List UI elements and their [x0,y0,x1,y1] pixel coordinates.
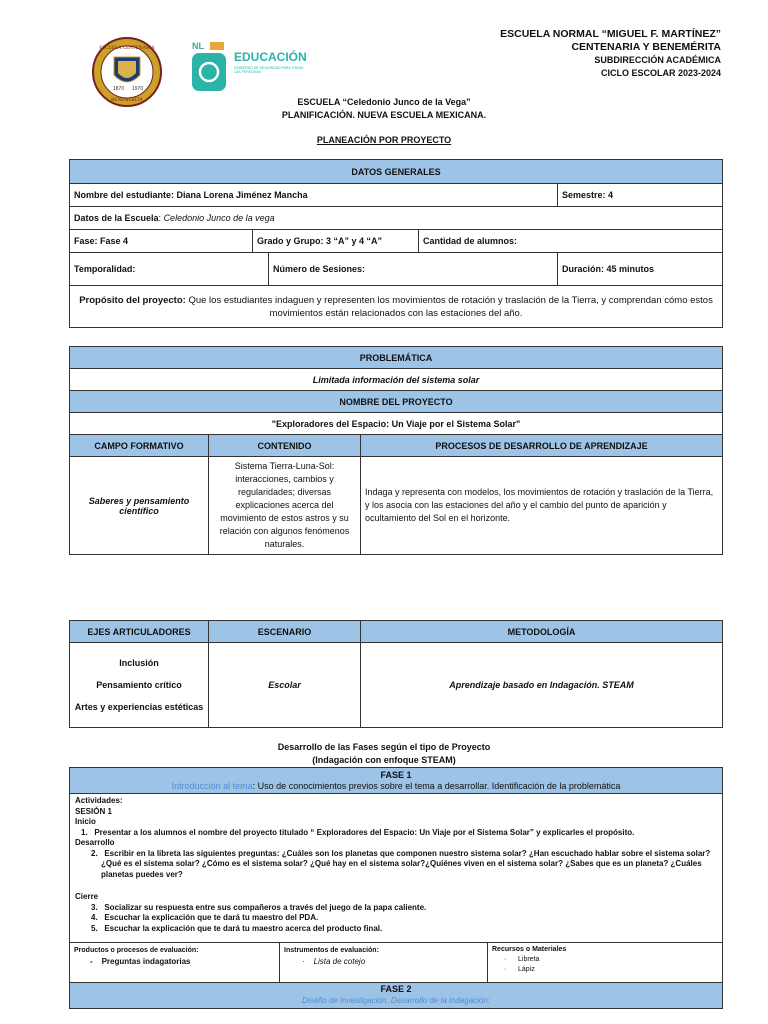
purpose-cell [70,286,723,328]
header-line-4: CICLO ESCOLAR 2023-2024 [600,68,721,78]
sessions-cell: Número de Sesiones: [269,253,558,286]
products-cell [70,943,280,983]
phases-title: Desarrollo de las Fases según el tipo de Proyecto [277,742,491,752]
resource-item: · Lápiz [504,966,535,973]
axis-item: Pensamiento crítico [96,679,182,690]
session-label: SESIÓN 1 [75,806,112,816]
products-item: - Preguntas indagatorias [90,957,191,966]
activity-text: Escuchar la explicación que te dará tu maestro acerca del producto final. [104,923,383,933]
nl-education-logo [190,40,307,94]
phases-subtitle: (Indagación con enfoque STEAM) [312,755,456,765]
activities-label: Actividades: [75,796,123,805]
activity-item: 5. Escuchar la explicación que te dará tu maestro acerca del producto final. [91,923,383,933]
activity-text: Escribir en la libreta las siguientes preguntas: ¿Cuáles son los planetas que componen nuestro sistema solar? ¿Han escuchado hablar sobre el sistema solar? ¿Qué es el sistema solar? ¿Cómo es el sistema solar? ¿Qué hay en el sistema solar?¿Quiénes viven en el sistema solar? ¿Sabes que es un planeta? ¿Cuáles planetas puedes ver? [101,848,711,879]
activities-cell [70,794,723,943]
phase1-intro [74,781,718,792]
temporality-cell: Temporalidad: [70,253,269,286]
phase2-heading-cell [70,983,723,1009]
content-cell: Sistema Tierra-Luna-Sol: interacciones, cambios y regularidades; diversas explicaciones acerca del movimiento de estos astros y su relación con algunos fenómenos naturales. [209,457,361,555]
phase1-heading-cell [70,768,723,794]
activity-item: 3. Socializar su respuesta entre sus compañeros a través del juego de la papa caliente. [91,902,427,912]
school-title: ESCUELA “Celedonio Junco de la Vega” [297,97,471,107]
activity-item: 2. Escribir en la libreta las siguientes preguntas: ¿Cuáles son los planetas que componen nuestro sistema solar? ¿Han escuchado hablar sobre el sistema solar? ¿Qué es el sistema solar? ¿Cómo es el sistema solar? ¿Qué hay en el sistema solar?¿Quiénes viven en el sistema solar? ¿Sabes que es un planeta? ¿Cuáles planetas puedes ver? [91,848,711,879]
axes-heading: EJES ARTICULADORES [70,621,209,643]
grade-cell: Grado y Grupo: 3 “A” y 4 “A” [253,230,419,253]
activity-item: 4. Escuchar la explicación que te dará tu maestro del PDA. [91,913,319,922]
scenario-heading: ESCENARIO [209,621,361,643]
project-name: "Exploradores del Espacio: Un Viaje por el Sistema Solar" [70,413,723,435]
axis-item: Inclusión [119,657,159,668]
phase2-sub: Diseño de investigación. Desarrollo de la indagación: [301,996,491,1005]
logo-title: EDUCACIÓN [234,50,307,64]
methodology-cell: Aprendizaje basado en Indagación. STEAM [361,643,723,728]
products-item-text: Preguntas indagatorias [101,957,191,966]
project-name-heading: NOMBRE DEL PROYECTO [70,391,723,413]
problem-table [69,346,723,555]
scenario-cell: Escolar [209,643,361,728]
svg-text:1870: 1870 [113,86,125,92]
header-line-3: SUBDIRECCIÓN ACADÉMICA [594,55,721,65]
axes-list-cell [70,643,209,728]
resource-text: Libreta [518,956,540,963]
intro-label: Introducción al tema [171,780,253,791]
temporality-label: Temporalidad [74,264,133,274]
instruments-item-text: Lista de cotejo [313,957,366,966]
plan-title: PLANIFICACIÓN. NUEVA ESCUELA MEXICANA. [281,110,487,120]
purpose-label: Propósito del proyecto: [79,294,186,306]
nl-logo-icon [190,40,228,92]
purpose-text: Que los estudiantes indaguen y representen los movimientos de rotación y traslación de la Tierra, y comprendan cómo estos movimientos están relacionados con las estaciones del año. [188,294,713,319]
resource-item: · Libreta [504,956,540,963]
resources-label: Recursos o Materiales [492,946,567,953]
resources-cell [488,943,723,983]
header-line-1: ESCUELA NORMAL “MIGUEL F. MARTÍNEZ” [500,28,721,40]
svg-text:ESCUELA CENTENARIA: ESCUELA CENTENARIA [99,46,155,51]
school-value: Celedonio Junco de la vega [163,213,275,223]
instruments-item: · Lista de cotejo [302,957,366,966]
activity-text: Socializar su respuesta entre sus compañeros a través del juego de la papa caliente. [104,902,427,912]
student-label: Nombre del estudiante: [74,190,175,200]
axes-table [69,620,723,728]
field-cell: Saberes y pensamiento científico [70,457,209,555]
products-label: Productos o procesos de evaluación: [74,947,199,954]
students-count-cell: Cantidad de alumnos: [419,230,723,253]
phases-table [69,767,723,1009]
activity-item: 1. Presentar a los alumnos el nombre del proyecto titulado “ Exploradores del Espacio: Un Viaje por el Sistema Solar” y explicarles el propósito. [81,827,635,837]
phase1-label: FASE 1 [380,769,412,780]
activity-text: Escuchar la explicación que te dará tu maestro del PDA. [104,913,319,922]
intro-text: : Uso de conocimientos previos sobre el tema a desarrollar. Identificación de la problemática [252,780,621,791]
development-label: Desarrollo [75,838,115,847]
resource-text: Lápiz [518,966,535,973]
methodology-heading: METODOLOGÍA [361,621,723,643]
logo-subtitle: GOBIERNO DE SEGURIDAD PARA TODAS LAS PERSONAS [234,66,304,74]
closing-label: Cierre [75,892,99,901]
col-process-heading: PROCESOS DE DESARROLLO DE APRENDIZAJE [361,435,723,457]
duration-cell: Duración: 45 minutos [558,253,723,286]
school-label: Datos de la Escuela [74,213,159,223]
student-value: Diana Lorena Jiménez Mancha [176,190,308,200]
problem-heading: PROBLEMÁTICA [70,347,723,369]
general-heading: DATOS GENERALES [70,160,723,184]
instruments-label: Instrumentos de evaluación: [284,947,379,954]
phase2-label: FASE 2 [380,984,412,994]
student-name-cell [70,184,558,207]
project-plan-title: PLANEACIÓN POR PROYECTO [316,135,452,145]
institution-header [500,28,721,80]
activity-text: Presentar a los alumnos el nombre del proyecto titulado “ Exploradores del Espacio: Un Viaje por el Sistema Solar” y explicarles el propósito. [94,827,635,837]
svg-text:1970: 1970 [132,86,144,92]
svg-text:BENEMÉRITA: BENEMÉRITA [111,98,143,103]
school-data-cell: Datos de la Escuela: Celedonio Junco de la vega [70,207,723,230]
general-data-table [69,159,723,328]
phase-cell: Fase: Fase 4 [70,230,253,253]
problem-text: Limitada información del sistema solar [70,369,723,391]
axis-item: Artes y experiencias estéticas [74,701,204,712]
header-line-2: CENTENARIA Y BENEMÉRITA [571,41,721,53]
instruments-cell [280,943,488,983]
col-content-heading: CONTENIDO [209,435,361,457]
col-field-heading: CAMPO FORMATIVO [70,435,209,457]
start-label: Inicio [75,817,96,826]
svg-text:NL: NL [192,41,204,51]
semester-cell: Semestre: 4 [558,184,723,207]
process-cell: Indaga y representa con modelos, los movimientos de rotación y traslación de la Tierra, y los asocia con las estaciones del año y el cambio del punto de aparición y ocultamiento del Sol en el horizonte. [361,457,723,555]
